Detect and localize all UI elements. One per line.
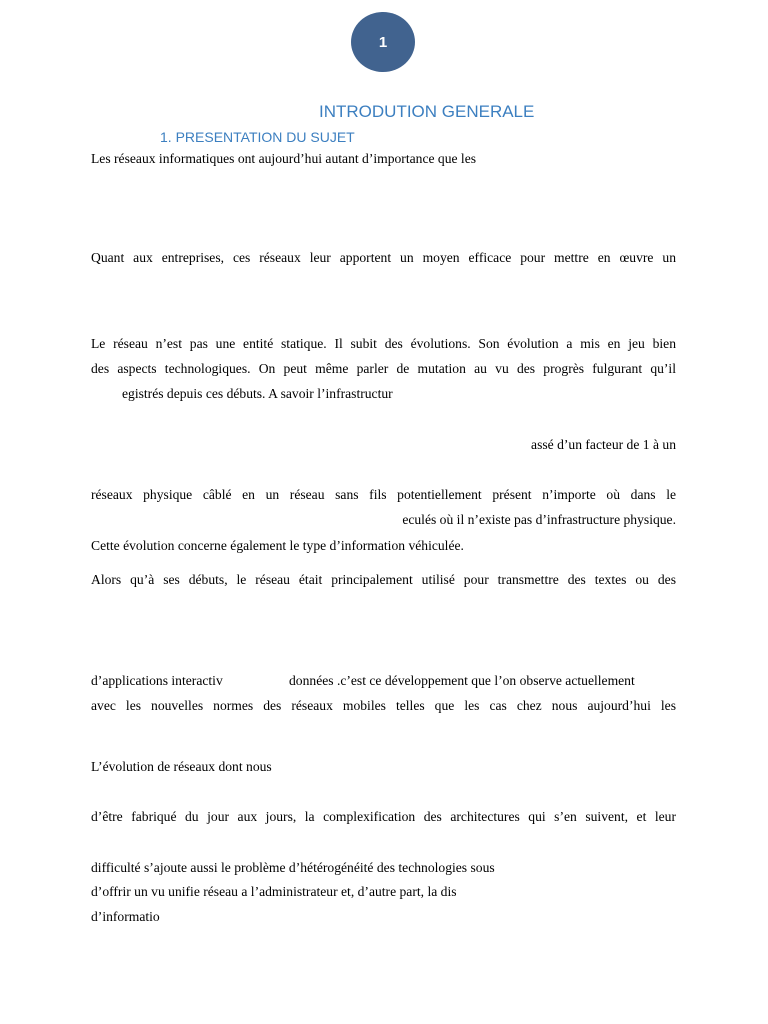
body-text-line: Quant aux entreprises, ces réseaux leur apportent un moyen efficace pour mettre en œuvre un [91, 250, 676, 265]
body-text-line: Les réseaux informatiques ont aujourd’hui autant d’importance que les [91, 151, 477, 166]
body-text-line: avec les nouvelles normes des réseaux mobiles telles que les cas chez nous aujourd’hui les [91, 698, 676, 713]
page-number-badge [351, 12, 415, 72]
body-text-line: Le réseau n’est pas une entité statique. Il subit des évolutions. Son évolution a mis en jeu bien [91, 336, 676, 351]
page-number: 1 [378, 33, 388, 51]
body-text-line: réseaux physique câblé en un réseau sans fils potentiellement présent n’importe où dans le [91, 487, 676, 502]
body-text-line: Alors qu’à ses débuts, le réseau était principalement utilisé pour transmettre des textes ou des [91, 572, 676, 587]
body-text-line: assé d’un facteur de 1 à un [531, 437, 676, 452]
body-text-line: d’offrir un vu unifie réseau a l’administrateur et, d’autre part, la dis [91, 884, 457, 899]
body-text-line: difficulté s’ajoute aussi le problème d’hétérogénéité des technologies sous [91, 860, 495, 875]
section-heading: 1. PRESENTATION DU SUJET [160, 129, 355, 145]
body-text-line: L’évolution de réseaux dont nous [91, 759, 272, 774]
body-text-line: Cette évolution concerne également le type d’information véhiculée. [91, 538, 464, 553]
body-text-line: d’applications interactiv [91, 673, 223, 688]
body-text-line: d’informatio [91, 909, 160, 924]
document-title: INTRODUTION GENERALE [319, 102, 535, 121]
body-text-line: eculés où il n’existe pas d’infrastructure physique. [402, 512, 676, 527]
body-text-line: des aspects technologiques. On peut même parler de mutation au vu des progrès fulgurant qu’il [91, 361, 676, 376]
body-text-line: données .c’est ce développement que l’on observe actuellement [289, 673, 635, 688]
body-text-line: d’être fabriqué du jour aux jours, la complexification des architectures qui s’en suivent, et leur [91, 809, 676, 824]
body-text-line: egistrés depuis ces débuts. A savoir l’infrastructur [122, 386, 393, 401]
